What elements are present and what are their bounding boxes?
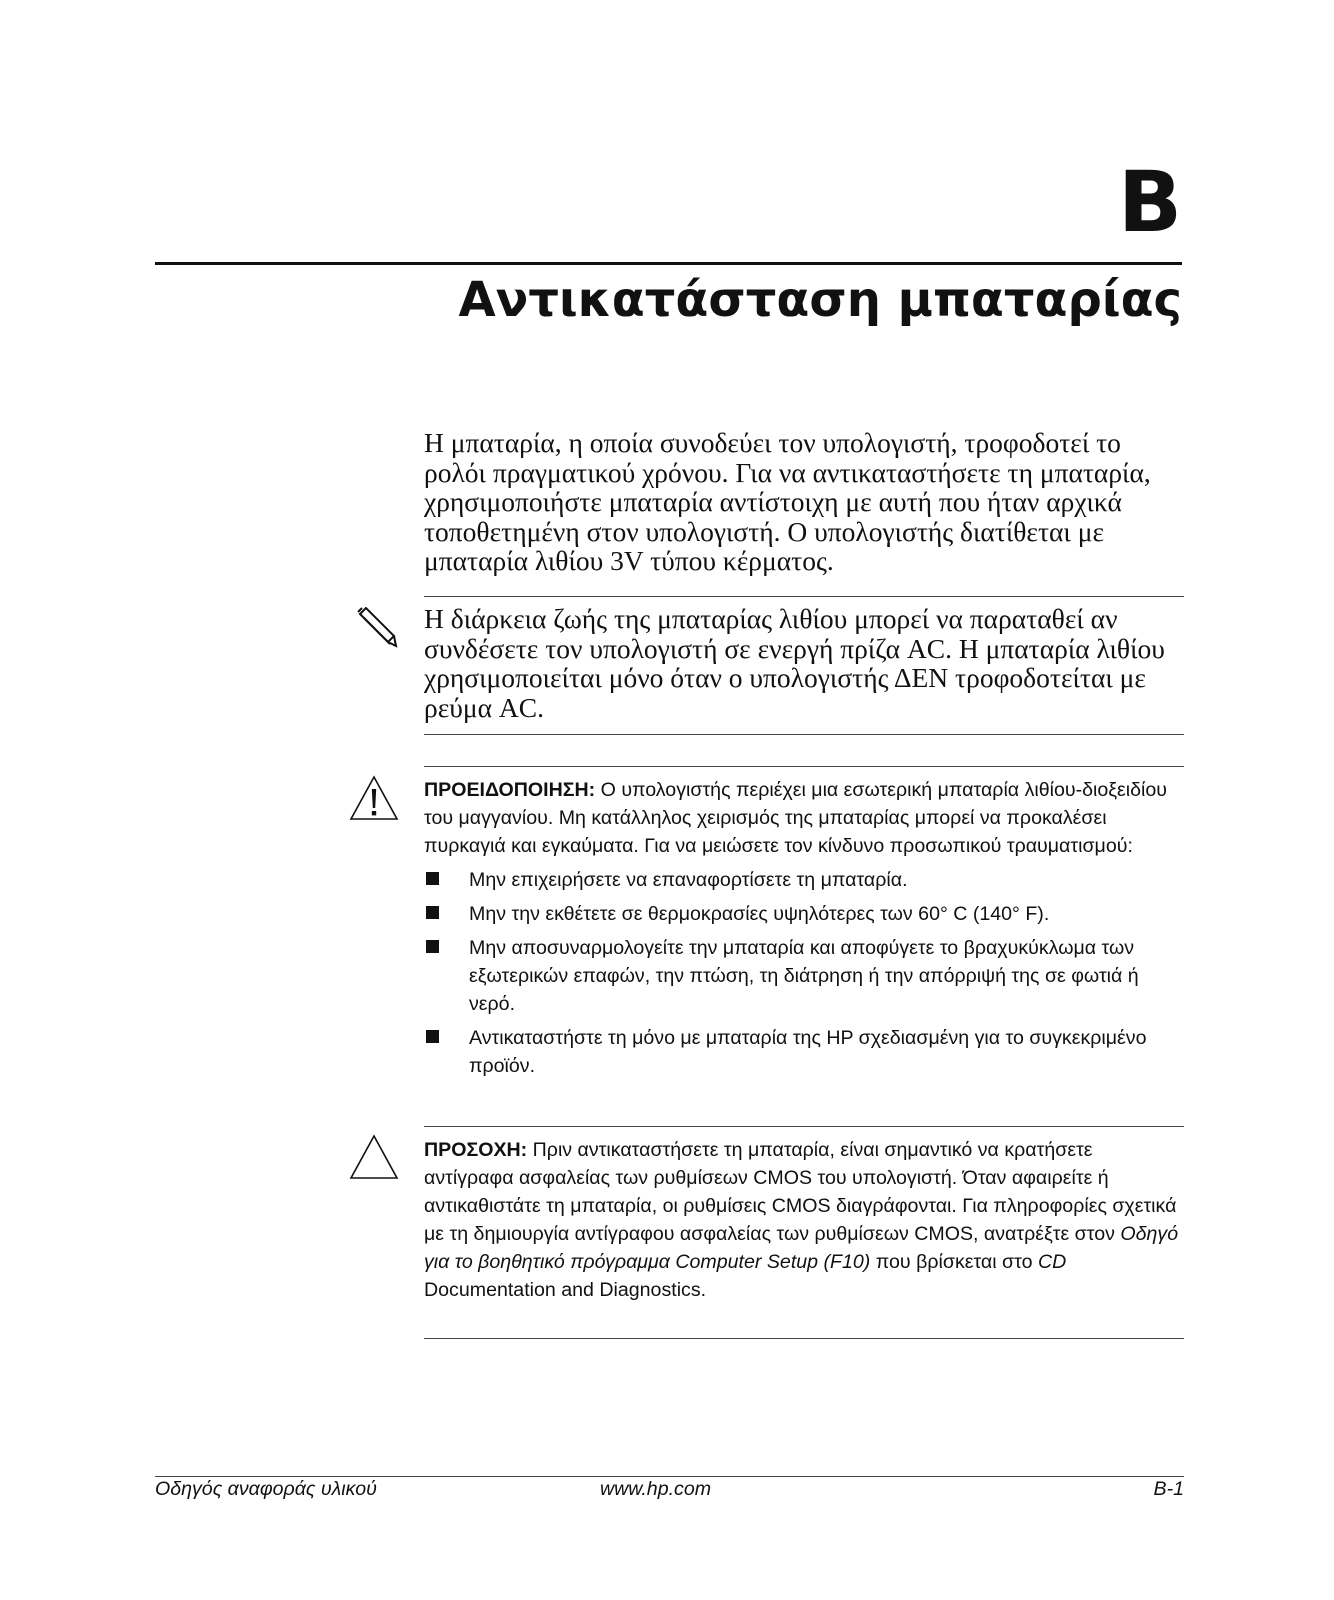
caution-label: ΠΡΟΣΟΧΗ: — [424, 1139, 528, 1161]
pencil-note-icon — [352, 602, 398, 653]
warning-label: ΠΡΟΕΙΔΟΠΟΙΗΣΗ: — [424, 779, 596, 801]
warning-bullet — [424, 866, 1184, 894]
note-bottom-rule — [424, 734, 1184, 735]
caution-text-2: που βρίσκεται στο — [875, 1251, 1033, 1273]
intro-paragraph: Η μπαταρία, η οποία συνοδεύει τον υπολογιστή, τροφοδοτεί το ρολόι πραγματικού χρόνου. Για να αντικαταστήσετε τη μπαταρία, χρησιμοποιήστε μπαταρία αντίστοιχη με αυτή που ήταν αρχικά τοποθετημένη στον υπολογιστή. Ο υπολογιστής διατίθεται με μπαταρία λιθίου 3V τύπου κέρματος. — [424, 427, 1151, 576]
warning-bullet — [424, 934, 1184, 1018]
caution-top-rule — [424, 1126, 1184, 1127]
appendix-letter: B — [1117, 153, 1182, 251]
title-rule — [155, 262, 1182, 265]
caution-bottom-rule — [424, 1338, 1184, 1339]
note-section — [424, 604, 1184, 722]
caution-text: Πριν αντικαταστήσετε τη μπαταρία, είναι σημαντικό να κρατήσετε αντίγραφα ασφαλείας των ρυθμίσεων CMOS του υπολογιστή. Όταν αφαιρείτε ή αντικαθιστάτε τη μπαταρία, οι ρυθμίσεις CMOS διαγράφονται. Για πληροφορίες σχετικά με τη δημιουργία αντίγραφου ασφαλείας των ρυθμίσεων CMOS, ανατρέξτε στον — [424, 1139, 1177, 1245]
footer-page-number: B-1 — [1153, 1478, 1184, 1500]
bullet-text: Μην επιχειρήσετε να επαναφορτίσετε τη μπαταρία. — [469, 869, 908, 891]
caution-section — [424, 1136, 1184, 1304]
warning-bullet-list — [424, 866, 1184, 1080]
note-top-rule — [424, 596, 1184, 597]
bullet-text: Αντικαταστήστε τη μόνο με μπαταρία της HP σχεδιασμένη για το συγκεκριμένο προϊόν. — [469, 1027, 1147, 1077]
chapter-title: Αντικατάσταση μπαταρίας — [458, 272, 1182, 328]
bullet-text: Μην αποσυναρμολογείτε την μπαταρία και αποφύγετε το βραχυκύκλωμα των εξωτερικών επαφών, την πτώση, τη διάτρηση ή την απόρριψή της σε φωτιά ή νερό. — [469, 937, 1139, 1015]
footer-url: www.hp.com — [600, 1478, 712, 1500]
warning-paragraph — [424, 776, 1184, 860]
bullet-square-icon — [426, 940, 439, 953]
bullet-square-icon — [426, 872, 439, 885]
bullet-square-icon — [426, 906, 439, 919]
caution-triangle-icon — [349, 1134, 399, 1185]
note-text: Η διάρκεια ζωής της μπαταρίας λιθίου μπορεί να παραταθεί αν συνδέσετε τον υπολογιστή σε ενεργή πρίζα AC. Η μπαταρία λιθίου χρησιμοποιείται μόνο όταν ο υπολογιστής ΔΕΝ τροφοδοτείται με ρεύμα AC. — [424, 603, 1165, 723]
warning-top-rule — [424, 766, 1184, 767]
intro-section — [424, 428, 1184, 576]
warning-exclamation-triangle-icon — [349, 775, 399, 826]
footer-document-title: Οδηγός αναφοράς υλικού — [155, 1478, 377, 1500]
bullet-text: Μην την εκθέτετε σε θερμοκρασίες υψηλότερες των 60° C (140° F). — [469, 903, 1050, 925]
cd-name: Documentation and Diagnostics. — [424, 1279, 707, 1301]
bullet-square-icon — [426, 1030, 439, 1043]
warning-bullet — [424, 900, 1184, 928]
warning-bullet — [424, 1024, 1184, 1080]
guide-title: Οδηγό για το βοηθητικό πρόγραμμα Computer Setup (F10) — [424, 1223, 1179, 1273]
footer-rule — [155, 1476, 1184, 1477]
caution-paragraph — [424, 1136, 1184, 1304]
cd-label: CD — [1037, 1251, 1067, 1273]
warning-section — [424, 776, 1184, 1086]
warning-text: Ο υπολογιστής περιέχει μια εσωτερική μπαταρία λιθίου-διοξειδίου του μαγγανίου. Μη κατάλληλος χειρισμός της μπαταρίας μπορεί να προκαλέσει πυρκαγιά και εγκαύματα. Για να μειώσετε τον κίνδυνο προσωπικού τραυματισμού: — [424, 779, 1167, 857]
